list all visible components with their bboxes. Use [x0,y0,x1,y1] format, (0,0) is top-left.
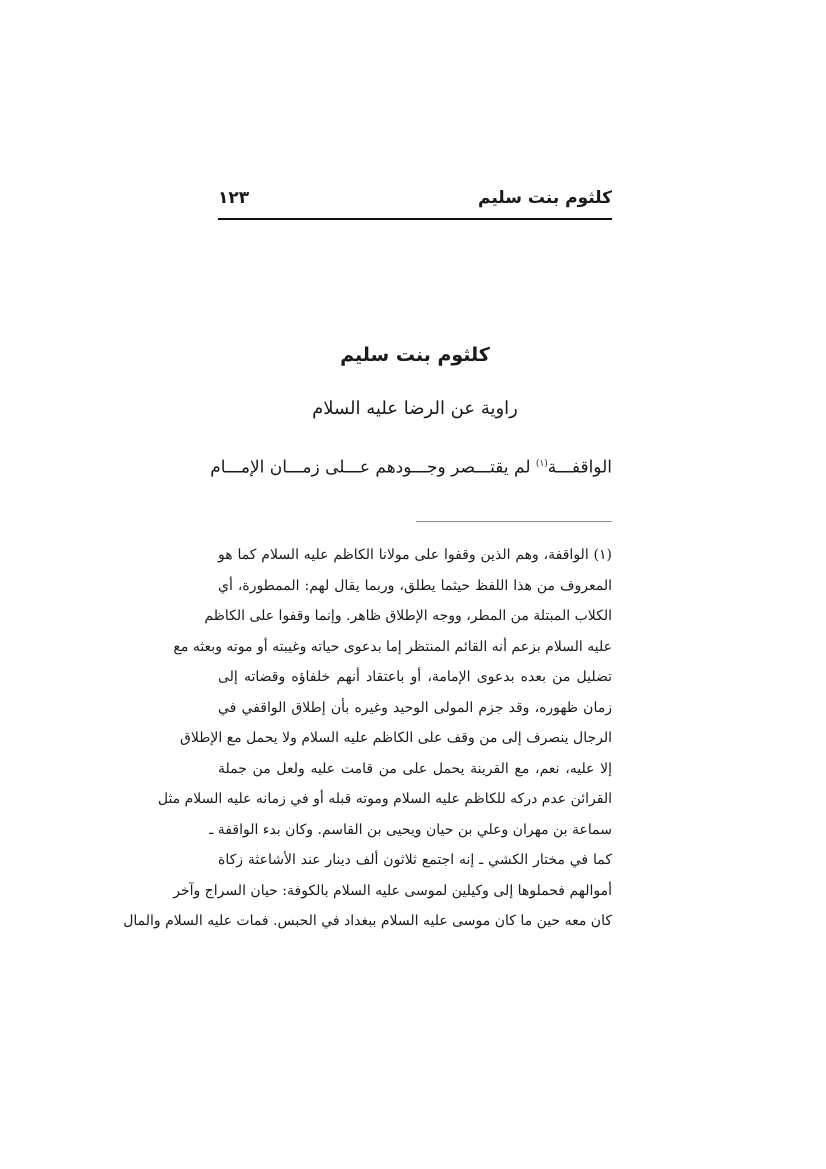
footnote-line: (١) الواقفة، وهم الذين وقفوا على مولانا الكاظم عليه السلام كما هو [218,547,612,563]
footnote-line: القرائن عدم دركه للكاظم عليه السلام وموته قبله أو في زمانه عليه السلام مثل [157,791,612,807]
running-title: كلثوم بنت سليم [478,188,612,208]
footnote-line: إلا عليه، نعم، مع القرينة يحمل على من قامت عليه ولعل من جملة [218,760,612,777]
footnote-line: عليه السلام بزعم أنه القائم المنتظر إما بدعوى حياته وغيبته أو موته وبعثه مع [173,638,612,655]
header-rule [218,218,612,220]
body-text [210,450,612,482]
page-number: ١٢٣ [218,188,250,208]
chapter-subtitle: راوية عن الرضا عليه السلام [312,398,518,419]
footnote-line: كان معه حين ما كان موسى عليه السلام ببغداد في الحبس. فمات عليه السلام والمال [123,913,612,929]
page-header [218,188,612,216]
chapter-title: كلثوم بنت سليم [340,344,490,366]
footnote-line: أموالهم فحملوها إلى وكيلين لموسى عليه السلام بالكوفة: حيان السراج وآخر [173,882,612,899]
footnote-line: تضليل من بعده بدعوى الإمامة، أو باعتقاد أنهم خلفاؤه وقضاته إلى [218,669,612,685]
footnote [123,540,612,937]
footnote-line: المعروف من هذا اللفظ حيثما يطلق، وربما يقال لهم: الممطورة، أي [218,577,612,594]
footnote-separator [416,521,612,522]
footnote-reference[interactable]: (١) [535,459,548,469]
footnote-line: الرجال ينصرف إلى من وقف على الكاظم عليه السلام ولا يحمل مع الإطلاق [179,730,612,746]
body-text-start: الواقفـــة [547,457,612,478]
footnote-line: سماعة بن مهران وعلي بن حيان ويحيى بن القاسم. وكان بدء الواقفة ـ [209,821,612,838]
footnote-line: زمان ظهوره، وقد جزم المولى الوحيد وغيره بأن إطلاق الواقفي في [218,699,612,716]
body-text-end: لم يقتـــصر وجـــودهم عـــلى زمـــان الإمـــام [210,457,536,478]
footnote-line: كما في مختار الكشي ـ إنه اجتمع ثلاثون ألف دينار عند الأشاعثة زكاة [218,852,612,868]
footnote-line: الكلاب المبتلة من المطر، ووجه الإطلاق ظاهر. وإنما وقفوا على الكاظم [204,608,612,624]
